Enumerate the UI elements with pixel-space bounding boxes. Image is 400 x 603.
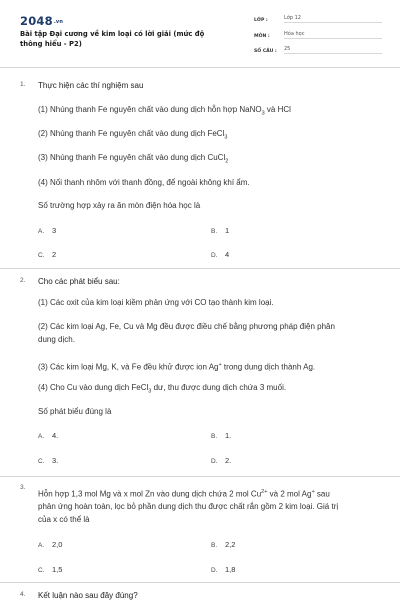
question-text: Thực hiện các thí nghiệm sau xyxy=(38,81,144,90)
option-a[interactable]: A. 3 xyxy=(38,226,57,235)
question-number: 3. xyxy=(20,484,26,491)
meta-count-label: SỐ CÂU : xyxy=(254,49,277,54)
option-b[interactable]: B. 2,2 xyxy=(211,540,236,549)
header xyxy=(0,0,400,66)
statement-1: (1) Các oxit của kim loại kiềm phản ứng với CO tạo thành kim loại. xyxy=(38,298,274,307)
divider xyxy=(0,268,400,269)
option-d[interactable]: D. 4 xyxy=(211,250,230,259)
option-d[interactable]: D. 1,8 xyxy=(211,565,236,574)
meta-subject xyxy=(254,31,382,39)
option-c[interactable]: C. 3. xyxy=(38,456,59,465)
question-prompt: Số phát biểu đúng là xyxy=(38,407,112,416)
question-number: 2. xyxy=(20,277,26,284)
statement-3: (3) Các kim loại Mg, K, và Fe đều khử được ion Ag+ trong dung dịch thành Ag. xyxy=(38,362,316,372)
statement-3: (3) Nhúng thanh Fe nguyên chất vào dung dịch CuCl$_2$ xyxy=(38,153,229,165)
question-number: 1. xyxy=(20,81,26,88)
statement-4: (4) Nối thanh nhôm với thanh đồng, để ngoài không khí ẩm. xyxy=(38,178,250,187)
document-title: Bài tập Đại cương về kim loại có lời giải (mức độ thông hiểu - P2) xyxy=(20,30,205,48)
site-logo[interactable]: 2048.vn xyxy=(20,14,64,28)
meta-class xyxy=(254,15,382,23)
question-prompt: Số trường hợp xảy ra ăn mòn điện hóa học là xyxy=(38,201,201,210)
meta-subject-value: Hóa học xyxy=(284,31,382,39)
option-c[interactable]: C. 1,5 xyxy=(38,565,63,574)
meta-count xyxy=(254,46,382,54)
meta-subject-label: MÔN : xyxy=(254,34,270,39)
statement-4: (4) Cho Cu vào dung dịch FeCl$_3$ dư, thu được dung dịch chứa 3 muối. xyxy=(38,383,287,395)
statement-2: (2) Các kim loại Ag, Fe, Cu và Mg đều được điều chế bằng phương pháp điện phân dung dịch. xyxy=(38,322,335,344)
statement-2: (2) Nhúng thanh Fe nguyên chất vào dung dịch FeCl$_3$ xyxy=(38,129,228,141)
divider xyxy=(0,67,400,68)
statement-1: (1) Nhúng thanh Fe nguyên chất vào dung dịch hỗn hợp NaNO$_3$ và HCl xyxy=(38,105,291,117)
option-b[interactable]: B. 1. xyxy=(211,431,232,440)
divider xyxy=(0,582,400,583)
divider xyxy=(0,476,400,477)
option-d[interactable]: D. 2. xyxy=(211,456,232,465)
question-text: Kết luận nào sau đây đúng? xyxy=(38,591,138,600)
meta-class-value: Lớp 12 xyxy=(284,15,382,23)
option-b[interactable]: B. 1 xyxy=(211,226,230,235)
option-a[interactable]: A. 4. xyxy=(38,431,59,440)
option-a[interactable]: A. 2,0 xyxy=(38,540,63,549)
question-number: 4. xyxy=(20,591,26,598)
option-c[interactable]: C. 2 xyxy=(38,250,57,259)
question-text: Hỗn hợp 1,3 mol Mg và x mol Zn vào dung dịch chứa 2 mol $Cu^{2+}$ và 2 mol Ag+ sau phản ứng hoàn toàn, lọc bỏ phần dung dịch thu được chất rắn gồm 2 kim loại. Giá trị của x có thể là xyxy=(38,489,339,524)
meta-count-value: 25 xyxy=(284,46,382,54)
meta-class-label: LỚP : xyxy=(254,18,268,23)
question-text: Cho các phát biểu sau: xyxy=(38,277,120,286)
